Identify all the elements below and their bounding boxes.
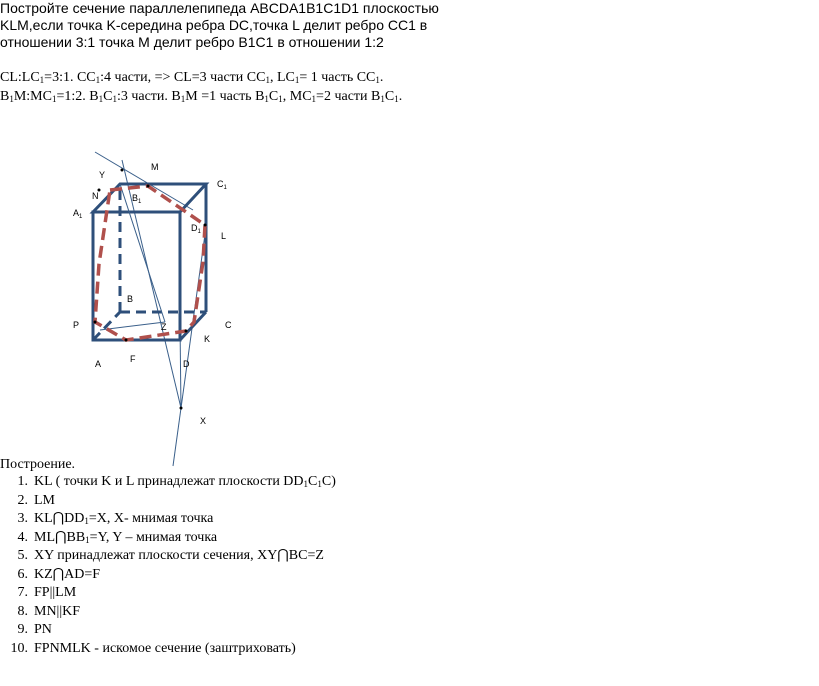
label-Z: Z: [161, 322, 167, 332]
construction-title: Построение.: [0, 457, 76, 472]
step-subscript: 1: [85, 534, 90, 545]
construction-step: [0, 492, 336, 511]
line-KL-extended: [173, 227, 206, 466]
construction-step: [0, 547, 336, 566]
solution-line-2-text: M =1 часть B: [185, 89, 265, 104]
label-N: N: [92, 191, 99, 201]
solution-line-2-text: :3 части. B: [116, 89, 181, 104]
step-number: 4.: [17, 529, 28, 545]
label-D1: $D_1$: [191, 223, 201, 235]
label-B: B: [127, 294, 134, 304]
step-number: 2.: [17, 492, 28, 508]
step-text: [34, 566, 100, 585]
label-P: P: [73, 320, 80, 330]
front-face: [93, 212, 180, 340]
step-text: KL ( точки K и L принадлежат плоскости DD: [34, 474, 304, 489]
solution-line-1-text: , LC: [269, 70, 295, 85]
solution-line-2-text: , MC: [282, 89, 312, 104]
solution-line-1-text: .: [379, 70, 384, 85]
solution-line-2-text: .: [398, 89, 403, 104]
step-text: KL⋂DD: [34, 511, 85, 526]
label-D: D: [183, 359, 190, 369]
construction-step: [0, 640, 336, 659]
step-text: [34, 621, 52, 640]
solution-line-2-subscript: 1: [98, 94, 104, 104]
label-A: A: [95, 359, 102, 369]
step-text: [34, 492, 55, 511]
solution-line-2-subscript: 1: [394, 94, 399, 104]
label-B1: $B_1$: [132, 193, 142, 205]
solution-line-2-text: =2 части B: [316, 89, 381, 104]
label-C1: $C_1$: [217, 179, 227, 191]
edge-DC: [180, 312, 206, 340]
step-number: 10.: [10, 640, 28, 656]
dot-X: [180, 407, 183, 410]
solution-line-2-subscript: 1: [380, 94, 385, 104]
label-C: C: [225, 320, 232, 330]
step-text: PN: [34, 622, 52, 637]
problem-statement: [0, 0, 440, 51]
step-text: [34, 584, 76, 603]
solution-text: [0, 68, 402, 106]
construction-step: [0, 603, 336, 622]
solution-line-2-subscript: 1: [180, 94, 186, 104]
step-subscript: 1: [317, 479, 322, 489]
step-number: 3.: [17, 511, 28, 526]
solution-line-1-subscript: 1: [39, 75, 45, 85]
step-number: 1.: [17, 474, 28, 489]
solution-line-1-subscript: 1: [95, 75, 101, 85]
solution-line-1-subscript: 1: [294, 75, 300, 85]
step-text: ML⋂BB: [34, 529, 86, 545]
solution-line-2-text: C: [103, 89, 113, 104]
step-text: FPNMLK - искомое сечение (заштриховать): [34, 640, 296, 656]
step-text: [34, 640, 296, 659]
solution-line-2-subscript: 1: [264, 94, 269, 104]
step-subscript: 1: [303, 479, 309, 489]
label-L: L: [221, 231, 227, 241]
solution-line-1-text: = 1 часть CC: [299, 70, 376, 85]
dot-K: [185, 330, 188, 333]
step-text: XY принадлежат плоскости сечения, XY⋂BC=Z: [34, 548, 324, 563]
dot-M: [147, 185, 150, 188]
problem-line-2: KLM,если точка K-середина ребра DC,точка L делит ребро CC1 в: [0, 17, 428, 33]
solution-line-2: [0, 87, 402, 106]
solution-line-2-text: C: [384, 89, 395, 104]
dot-P: [94, 321, 97, 324]
step-text: [34, 547, 324, 566]
solution-line-2-text: B: [0, 89, 10, 104]
label-K: K: [204, 334, 211, 344]
step-number: 7.: [17, 585, 28, 600]
step-text: C: [308, 474, 318, 489]
problem-line-3: отношении 3:1 точка M делит ребро B1C1 в отношении 1:2: [0, 34, 384, 50]
solution-line-2-subscript: 1: [278, 94, 283, 104]
step-text: [34, 510, 213, 529]
construction-steps: [0, 473, 336, 658]
label-Y: Y: [99, 170, 106, 180]
step-text: =Y, Y – мнимая точка: [89, 529, 218, 545]
solution-line-1: [0, 68, 402, 87]
construction-step: [0, 621, 336, 640]
solution-line-2-subscript: 1: [311, 94, 317, 104]
section-polygon: [95, 186, 205, 340]
step-text: =X, X- мнимая точка: [88, 511, 214, 526]
step-text: [34, 603, 80, 622]
solution-line-2-text: C: [268, 89, 279, 104]
step-text: KZ⋂AD=F: [34, 566, 101, 582]
step-text: LM: [34, 492, 55, 508]
step-number: 6.: [17, 566, 28, 582]
construction-step: [0, 510, 336, 529]
step-subscript: 1: [84, 516, 89, 526]
construction-step: [0, 473, 336, 492]
step-text: [34, 473, 336, 492]
dot-F: [125, 339, 128, 342]
construction-step: [0, 584, 336, 603]
solution-line-1-text: =3:1. CC: [44, 70, 96, 85]
dot-L: [204, 224, 207, 227]
solution-line-2-subscript: 1: [9, 94, 14, 104]
step-number: 9.: [17, 622, 28, 637]
solution-line-1-subscript: 1: [265, 75, 270, 85]
label-A1: $A_1$: [73, 208, 83, 220]
label-M: M: [151, 162, 159, 172]
solution-line-1-text: :4 части, => CL=3 части CC: [100, 70, 266, 85]
construction-step: [0, 529, 336, 548]
solution-line-2-subscript: 1: [51, 94, 57, 104]
step-number: 5.: [17, 548, 28, 563]
solution-line-2-text: M:MC: [13, 89, 52, 104]
step-text: MN||KF: [34, 603, 81, 619]
dot-Y: [121, 169, 124, 172]
step-text: [34, 529, 217, 548]
step-text: FP||LM: [34, 585, 77, 600]
parallelepiped-figure: [0, 140, 260, 470]
solution-line-1-text: CL:LC: [0, 70, 40, 85]
construction-step: [0, 566, 336, 585]
solution-line-2-text: =1:2. B: [56, 89, 99, 104]
problem-line-1: Постройте сечение параллелепипеда ABCDA1B1C1D1 плоскостью: [0, 0, 439, 16]
vertex-dots: [94, 169, 207, 410]
solution-line-2-subscript: 1: [112, 94, 117, 104]
label-X: X: [200, 416, 207, 426]
step-number: 8.: [17, 603, 28, 619]
label-F: F: [130, 354, 136, 364]
step-text: C): [321, 474, 336, 489]
auxiliary-lines: [95, 152, 206, 466]
solution-line-1-subscript: 1: [375, 75, 380, 85]
